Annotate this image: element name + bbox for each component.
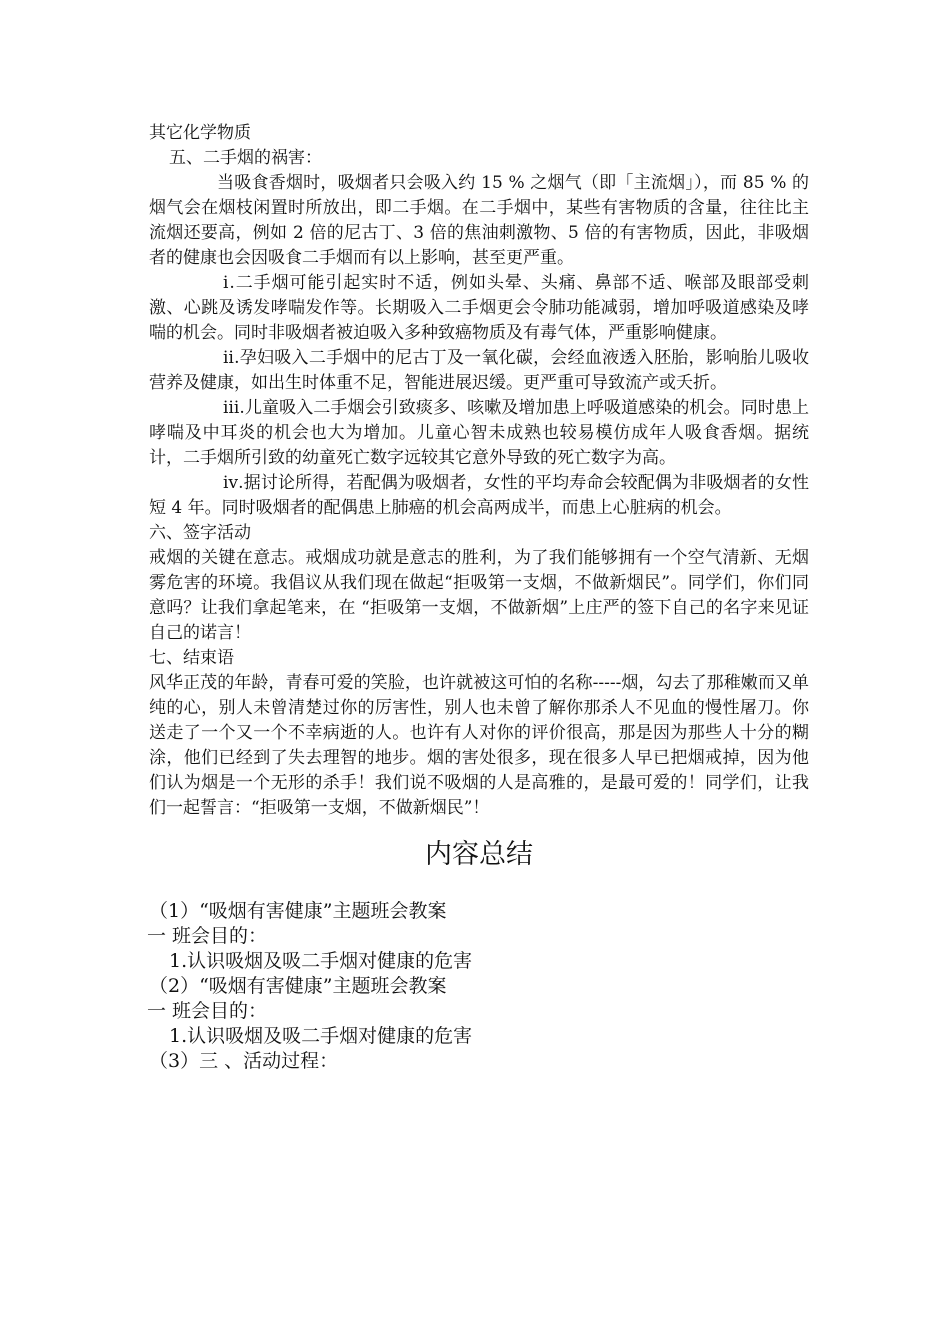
section-6-heading: 六、签字活动 <box>149 523 251 543</box>
summary-line: （3）三 、活动过程： <box>149 1050 339 1072</box>
summary-title: 内容总结 <box>425 839 533 870</box>
item-iii: ⅲ.儿童吸入二手烟会引致痰多、咳嗽及增加患上呼吸道感染的机会。同时患上哮喘及中耳炎的机会也大为增加。儿童心智未成熟也较易模仿成年人吸食香烟。据统计，二手烟所引致的幼童死亡数字远较其它意外导致的死亡数字为高。 <box>149 398 809 468</box>
summary-line: 1.认识吸烟及吸二手烟对健康的危害 <box>169 950 473 972</box>
section-5-heading: 五、二手烟的祸害： <box>169 148 322 168</box>
item-i: ⅰ.二手烟可能引起实时不适，例如头晕、头痛、鼻部不适、喉部及眼部受刺激、心跳及诱发哮喘发作等。长期吸入二手烟更会令肺功能减弱，增加呼吸道感染及哮喘的机会。同时非吸烟者被迫吸入多种致癌物质及有毒气体，严重影响健康。 <box>149 273 809 343</box>
summary-line: （2）“吸烟有害健康”主题班会教案 <box>149 975 447 997</box>
section-7-text: 风华正茂的年龄，青春可爱的笑脸，也许就被这可怕的名称-----烟，勾去了那稚嫩而又单纯的心，别人未曾清楚过你的厉害性，别人也未曾了解你那杀人不见血的慢性屠刀。你送走了一个又一个不幸病逝的人。也许有人对你的评价很高，那是因为那些人十分的糊涂，他们已经到了失去理智的地步。烟的害处很多，现在很多人早已把烟戒掉，因为他们认为烟是一个无形的杀手！我们说不吸烟的人是高雅的，是最可爱的！同学们，让我们一起誓言：“拒吸第一支烟，不做新烟民”！ <box>149 673 809 818</box>
summary-line: （1）“吸烟有害健康”主题班会教案 <box>149 900 447 922</box>
section-7-heading: 七、结束语 <box>149 648 234 668</box>
section-6-text: 戒烟的关键在意志。戒烟成功就是意志的胜利，为了我们能够拥有一个空气清新、无烟雾危害的环境。我倡议从我们现在做起“拒吸第一支烟，不做新烟民”。同学们，你们同意吗？让我们拿起笔来，在 “拒吸第一支烟，不做新烟”上庄严的签下自己的名字来见证自己的诺言！ <box>149 548 809 643</box>
item-ii: ⅱ.孕妇吸入二手烟中的尼古丁及一氧化碳，会经血液透入胚胎，影响胎儿吸收营养及健康，如出生时体重不足，智能进展迟缓。更严重可导致流产或夭折。 <box>149 348 809 393</box>
item-iv: ⅳ.据讨论所得，若配偶为吸烟者，女性的平均寿命会较配偶为非吸烟者的女性短 4 年。同时吸烟者的配偶患上肺癌的机会高两成半，而患上心脏病的机会。 <box>149 473 809 518</box>
document-body <box>149 121 809 1074</box>
section-5-intro: 当吸食香烟时，吸烟者只会吸入约 15 % 之烟气（即「主流烟」），而 85 % 的烟气会在烟枝闲置时所放出，即二手烟。在二手烟中，某些有害物质的含量，往往比主流烟还要高，例如 2 倍的尼古丁、3 倍的焦油刺激物、5 倍的有害物质，因此，非吸烟者的健康也会因吸食二手烟而有以上影响，甚至更严重。 <box>149 173 809 268</box>
summary-line: 一 班会目的： <box>147 1000 268 1022</box>
summary-line: 1.认识吸烟及吸二手烟对健康的危害 <box>169 1025 473 1047</box>
paragraph-other-chemicals: 其它化学物质 <box>149 123 251 143</box>
summary-line: 一 班会目的： <box>147 925 268 947</box>
